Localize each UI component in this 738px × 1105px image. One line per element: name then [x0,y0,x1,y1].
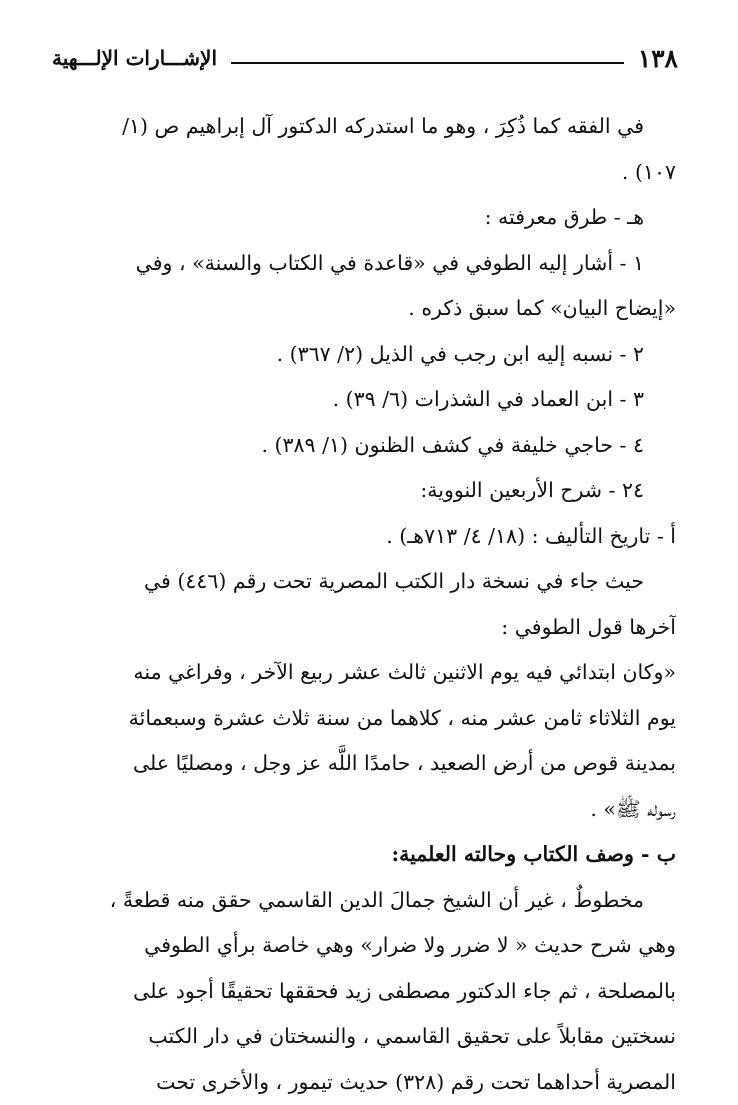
page-header [52,38,678,78]
text-line: بالمصلحة ، ثم جاء الدكتور مصطفى زيد فحققها تحقيقًا أجود على [58,969,676,1015]
quote-line: رسوله ﷺ» . [58,787,676,833]
text-line: نسختين مقابلاً على تحقيق القاسمي ، والنسختان في دار الكتب [58,1014,676,1060]
list-item: ١ - أشار إليه الطوفي في «قاعدة في الكتاب والسنة» ، وفي [58,241,676,287]
list-item: ٤ - حاجي خليفة في كشف الظنون (١/ ٣٨٩) . [58,423,676,469]
text-line: «إيضاح البيان» كما سبق ذكره . [58,286,676,332]
section-heading: هـ - طرق معرفته : [58,195,676,241]
quote-line: بمدينة قوص من أرض الصعيد ، حامدًا اللَّه عز وجل ، ومصليًا على [58,741,676,787]
text-line: المصرية أحداهما تحت رقم (٣٢٨) حديث تيمور ، والأخرى تحت [58,1060,676,1105]
page-number: ١٣٨ [638,44,678,73]
running-title: الإشـــارات الإلـــهية [52,46,217,70]
header-rule [231,62,624,64]
sub-heading: ب - وصف الكتاب وحالته العلمية: [58,832,676,878]
text-line: مخطوطٌ ، غير أن الشيخ جمالَ الدين القاسمي حقق منه قطعةً ، [58,878,676,924]
page-body [58,104,676,1105]
text-line: حيث جاء في نسخة دار الكتب المصرية تحت رقم (٤٤٦) في [58,559,676,605]
text-line: في الفقه كما ذُكِرَ ، وهو ما استدركه الدكتور آل إبراهيم ص (١/ [58,104,676,150]
quote-line: يوم الثلاثاء ثامن عشر منه ، كلاهما من سنة ثلاث عشرة وسبعمائة [58,696,676,742]
text-line: وهي شرح حديث « لا ضرر ولا ضرار» وهي خاصة برأي الطوفي [58,923,676,969]
sub-heading: أ - تاريخ التأليف : (١٨/ ٤/ ٧١٣هـ) . [58,514,676,560]
list-item: ٣ - ابن العماد في الشذرات (٦/ ٣٩) . [58,377,676,423]
section-heading: ٢٤ - شرح الأربعين النووية: [58,468,676,514]
text-line: ١٠٧) . [58,150,676,196]
list-item: ٢ - نسبه إليه ابن رجب في الذيل (٢/ ٣٦٧) . [58,332,676,378]
quote-line: «وكان ابتدائي فيه يوم الاثنين ثالث عشر ربيع الآخر ، وفراغي منه [58,650,676,696]
text-line: آخرها قول الطوفي : [58,605,676,651]
